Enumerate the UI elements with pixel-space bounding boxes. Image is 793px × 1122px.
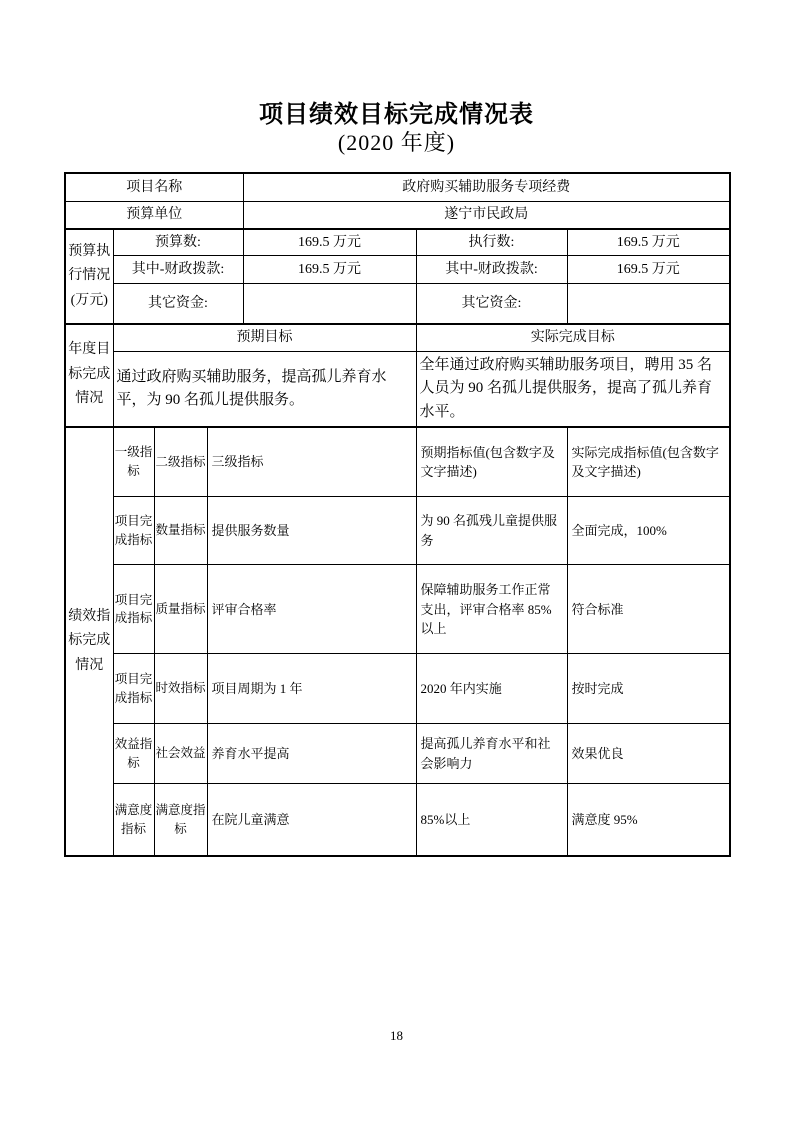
indicator-actual: 满意度 95%	[567, 784, 730, 856]
indicator-level3: 项目周期为 1 年	[207, 654, 416, 724]
budget-value: 169.5 万元	[567, 229, 730, 256]
indicator-expected: 85%以上	[416, 784, 567, 856]
indicator-level3: 在院儿童满意	[207, 784, 416, 856]
indicator-actual: 全面完成，100%	[567, 497, 730, 565]
budget-value: 169.5 万元	[243, 229, 416, 256]
indicator-level2: 数量指标	[154, 497, 207, 565]
indicator-level3: 提供服务数量	[207, 497, 416, 565]
budget-execution-label: 预算执行情况(万元)	[65, 229, 113, 324]
budget-unit-label: 预算单位	[65, 201, 243, 229]
header-level3: 三级指标	[207, 427, 416, 497]
indicator-level3: 评审合格率	[207, 565, 416, 654]
indicator-expected: 提高孤儿养育水平和社会影响力	[416, 724, 567, 784]
actual-goal-header: 实际完成目标	[416, 324, 730, 352]
indicator-level2: 满意度指标	[154, 784, 207, 856]
indicator-level2: 时效指标	[154, 654, 207, 724]
budget-label: 其中-财政拨款:	[416, 256, 567, 284]
budget-unit-value: 遂宁市民政局	[243, 201, 730, 229]
indicator-level1: 项目完成指标	[113, 654, 154, 724]
indicator-actual: 效果优良	[567, 724, 730, 784]
page-subtitle: (2020 年度)	[337, 130, 456, 155]
budget-label: 其它资金:	[113, 284, 243, 324]
header-actual-value: 实际完成指标值(包含数字及文字描述)	[567, 427, 730, 497]
performance-completion-table	[64, 172, 731, 857]
header-level2: 二级指标	[154, 427, 207, 497]
budget-label: 其中-财政拨款:	[113, 256, 243, 284]
budget-value	[567, 284, 730, 324]
indicator-actual: 符合标准	[567, 565, 730, 654]
budget-label: 其它资金:	[416, 284, 567, 324]
indicator-actual: 按时完成	[567, 654, 730, 724]
page-title: 项目绩效目标完成情况表	[259, 102, 534, 128]
page-number: 18	[390, 1028, 403, 1043]
indicator-level1: 项目完成指标	[113, 565, 154, 654]
indicator-level1: 效益指标	[113, 724, 154, 784]
indicator-expected: 为 90 名孤残儿童提供服务	[416, 497, 567, 565]
budget-value: 169.5 万元	[567, 256, 730, 284]
indicator-level2: 质量指标	[154, 565, 207, 654]
indicator-expected: 保障辅助服务工作正常支出，评审合格率 85%以上	[416, 565, 567, 654]
indicator-level1: 项目完成指标	[113, 497, 154, 565]
indicator-expected: 2020 年内实施	[416, 654, 567, 724]
budget-label: 执行数:	[416, 229, 567, 256]
budget-label: 预算数:	[113, 229, 243, 256]
performance-section-label: 绩效指标完成情况	[65, 427, 113, 856]
header-expected-value: 预期指标值(包含数字及文字描述)	[416, 427, 567, 497]
expected-goal-text: 通过政府购买辅助服务，提高孤儿养育水平，为 90 名孤儿提供服务。	[113, 352, 416, 427]
budget-value	[243, 284, 416, 324]
indicator-level3: 养育水平提高	[207, 724, 416, 784]
expected-goal-header: 预期目标	[113, 324, 416, 352]
actual-goal-text: 全年通过政府购买辅助服务项目，聘用 35 名人员为 90 名孤儿提供服务，提高了孤儿养育水平。	[416, 352, 730, 427]
project-name-label: 项目名称	[65, 173, 243, 201]
header-level1: 一级指标	[113, 427, 154, 497]
annual-goal-label: 年度目标完成情况	[65, 324, 113, 427]
budget-value: 169.5 万元	[243, 256, 416, 284]
project-name-value: 政府购买辅助服务专项经费	[243, 173, 730, 201]
indicator-level2: 社会效益	[154, 724, 207, 784]
indicator-level1: 满意度指标	[113, 784, 154, 856]
